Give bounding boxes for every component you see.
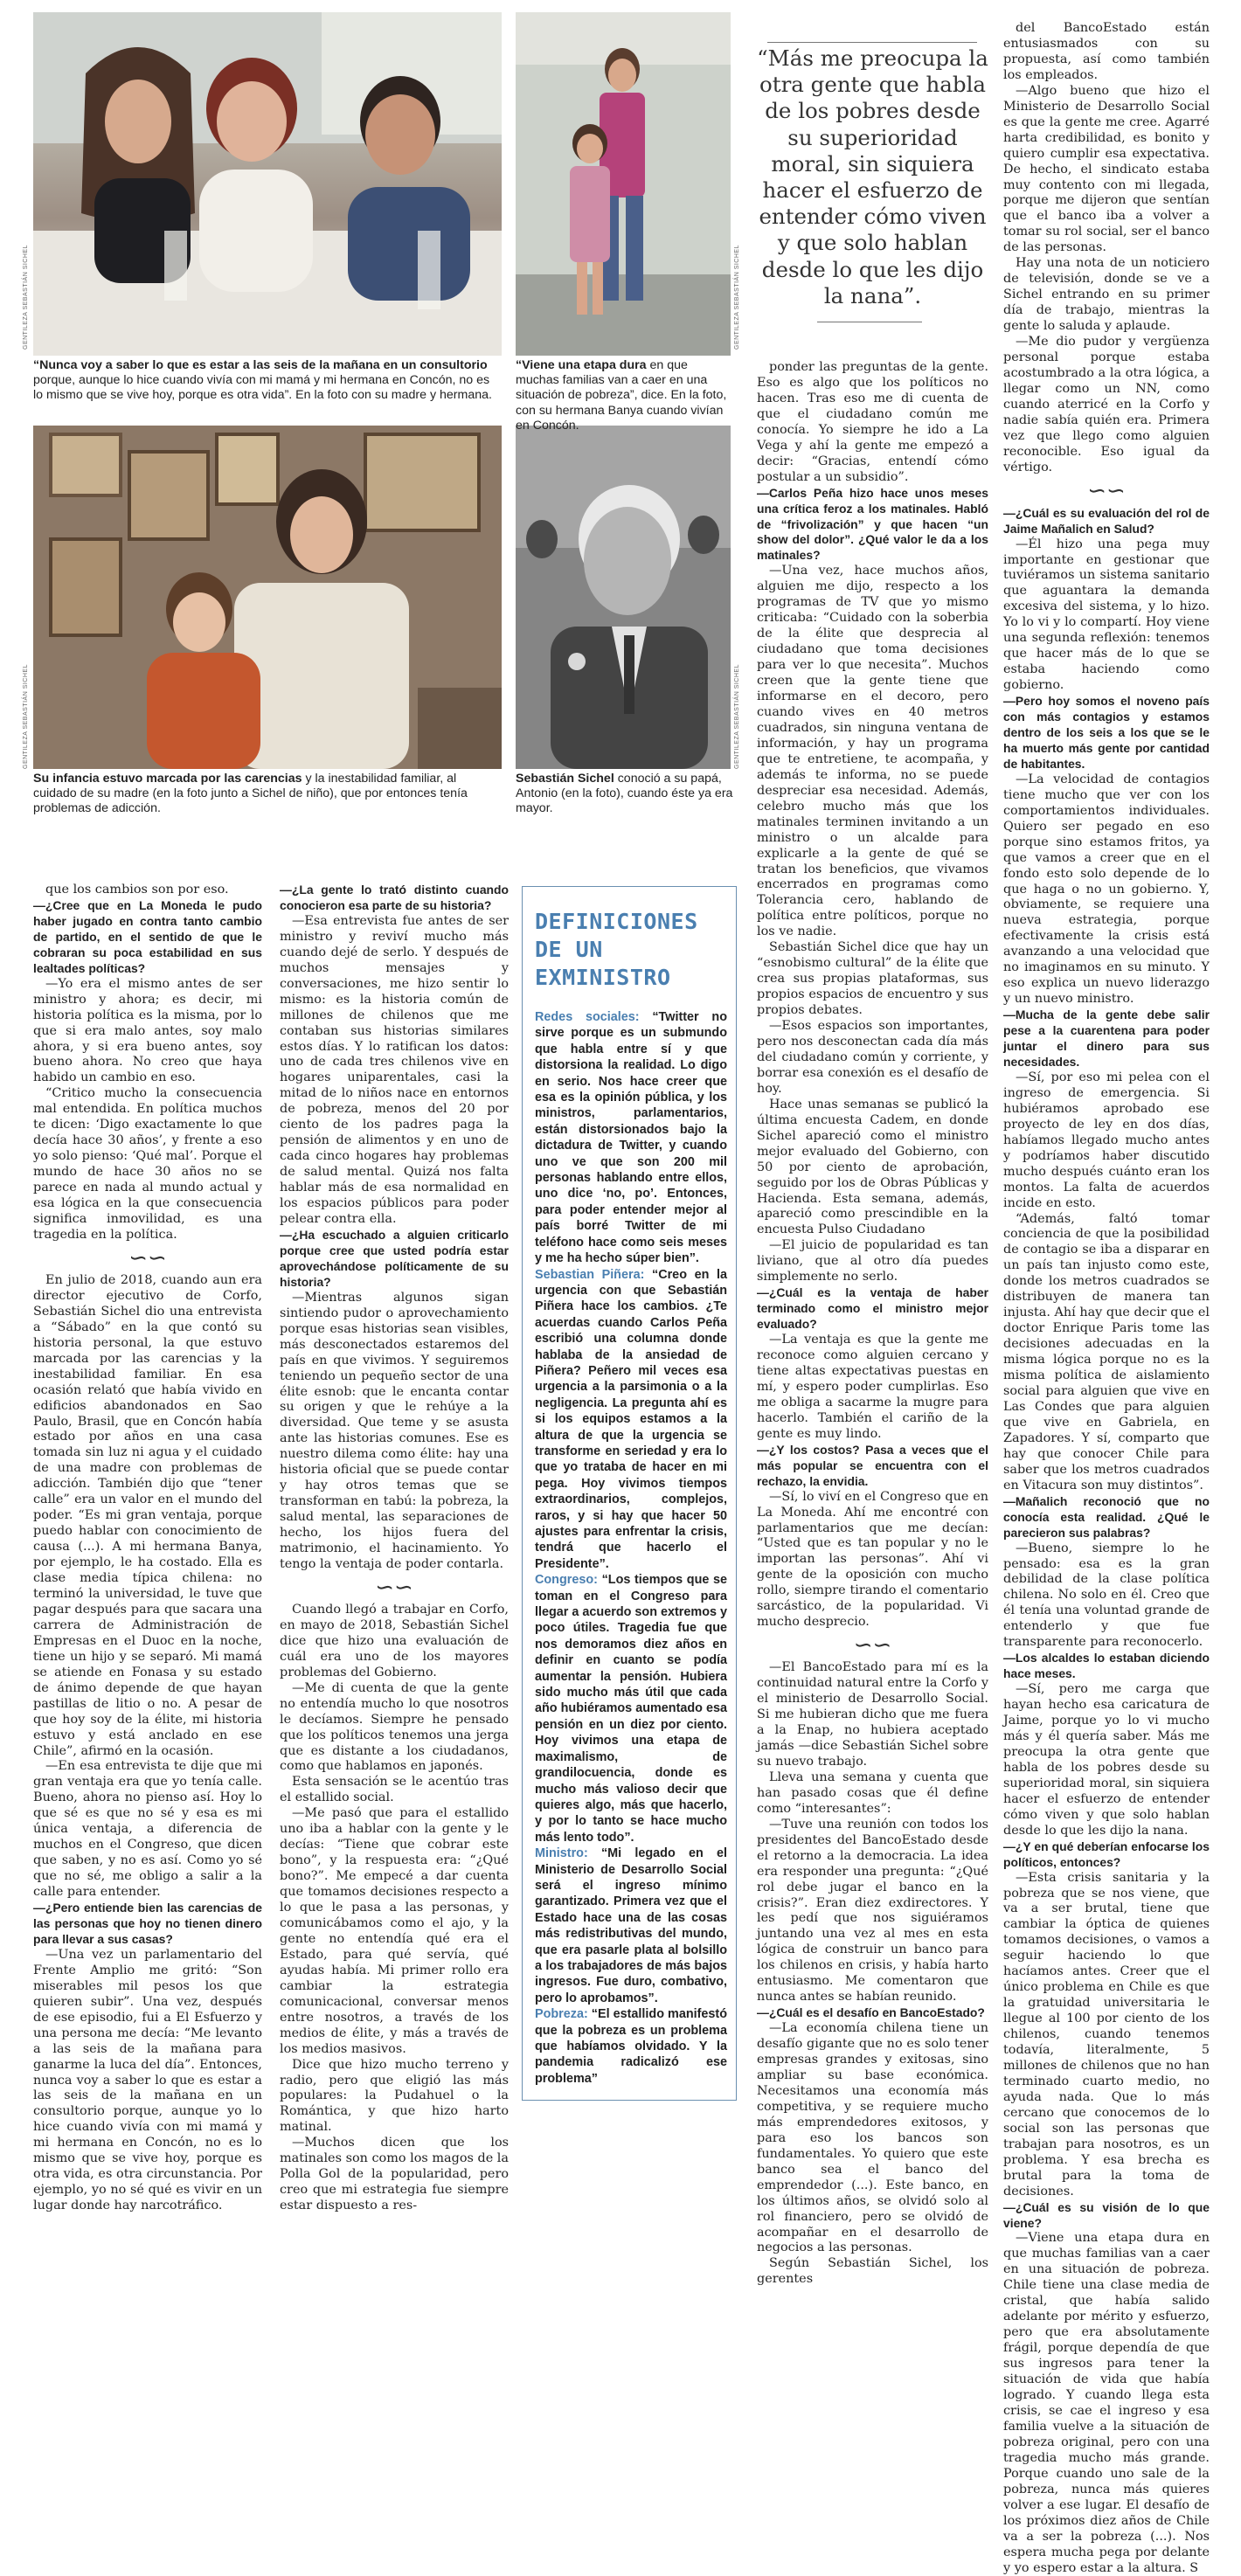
interview-question: —Mañalich reconoció que no conocía esta realidad. ¿Qué le parecieron sus palabras? (1003, 1493, 1210, 1540)
paragraph: Esta sensación se le acentúo tras el estallido social. (280, 1775, 509, 1805)
pullquote-rule-top (767, 42, 977, 43)
paragraph: —Viene una etapa dura en que muchas familias van a caer en una situación de pobreza. Chile tiene una clase media de cristal, que había salido adelante por mérito y esfuerzo, pero que era absolutamente frágil, porque dependía de que sus ingresos para tener la situación de vida que había logrado. Y cuando llega esta crisis, se cae el ingreso y esa familia vuelve a la situación de pobreza original, pero con una tragedia mucho más grande. Porque cuando uno sale de la pobreza, nunca más quieres volver a ese lugar. El desafío de los próximos diez años de Chile va a ser la pobreza (...). Nos espera mucha pega por delante y yo espero estar a la altura. S (1003, 2231, 1210, 2575)
sidebar-box (522, 886, 737, 2101)
caption-lead: “Nunca voy a saber lo que es estar a las seis de la mañana en un consultorio (33, 358, 488, 372)
photo-family-restaurant (33, 12, 502, 356)
paragraph: —Mientras algunos sigan sintiendo pudor o aprovechamiento porque esas historias sean visibles, más desconectados estaremos del país en que vivimos. Y seguiremos teniendo un pequeño sector de una élite esnob: que le encanta contar su origen y que le rehúye a la diversidad. Que teme y se asusta ante las historias comunes. Ese es nuestro dilema como élite: hay una historia oficial que se puede contar y hay otros temas que se transforman en tabú: la pobreza, la salud mental, las separaciones de hecho, los hijos fuera del matrimonio, el hacinamiento. Yo tengo la ventaja de poder contarla. (280, 1290, 509, 1571)
definition-label: Congreso: (535, 1573, 598, 1588)
photo-mother-and-child (33, 426, 502, 769)
photo-credit: GENTILEZA SEBASTIÁN SICHEL (23, 245, 29, 350)
photo-caption (33, 772, 502, 833)
paragraph: —Una vez un parlamentario del Frente Amplio me gritó: “Son miserables mil pesos los que quieren subir”. Una vez, después de ese episodio, fui a El Esfuerzo y una persona me decía: “Me levanto a las seis de la mañana para ganarme la luca del día”. Entonces, nunca voy a saber lo que es estar a las seis de la mañana en un consultorio porque, aunque yo lo hice cuando vivía con mi mamá y mi hermana en Concón, no es lo mismo que se vive hoy, porque es otra vida, es otra circunstancia. Por ejemplo, yo no sé qué es vivir en un lugar donde hay narcotráfico. (33, 1947, 262, 2213)
interview-question: —Carlos Peña hizo hace unos meses una crítica feroz a los matinales. Habló de “frivolización” y que hacen “un show del dolor”. ¿Qué valor le da a los matinales? (757, 485, 988, 563)
paragraph: —Esta crisis sanitaria y la pobreza que se nos viene, que va a ser brutal, tiene que cambiar la óptica de quienes tomamos decisiones, o vamos a seguir haciendo lo que hacíamos antes. Creer que el único problema en Chile es que la gratuidad universitaria le llegue al 100 por ciento de los chilenos, cuando tenemos todavía, literalmente, 5 millones de chilenos que no han terminado cuarto medio, no ayuda nada. Que lo más cercano que conocemos de lo social son las personas que trabajan para nosotros, es un problema. Y esa brecha es brutal para la toma de decisiones. (1003, 1870, 1210, 2199)
paragraph: —Esa entrevista fue antes de ser ministro y reviví mucho más cuando dejé de serlo. Y después de muchos mensajes y conversaciones, me hizo sentir lo mismo: es la historia común de millones de chilenos que me contaban sus historias similares estos días. Y lo ratifican los datos: uno de cada tres chilenos vive en hogares uniparentales, casi la mitad de lo niños nace en entornos de pobreza, menos del 20 por ciento de los padres paga la pensión de alimentos y en uno de cada cinco hogares hay problemas de salud mental. Quizá nos falta hablar más de esa normalidad en los espacios públicos para poder pelear contra ella. (280, 913, 509, 1227)
paragraph: Hace unas semanas se publicó la última encuesta Cadem, en donde Sichel apareció como el ministro mejor evaluado del Gobierno, con 50 por ciento de aprobación, seguido por los de Obras Públicas y Hacienda. Esta semana, además, apareció como prescindible en la encuesta Pulso Ciudadano (757, 1097, 988, 1237)
paragraph: —Me dio pudor y vergüenza personal porque estaba acostumbrado a la otra lógica, a llegar como un NN, como cuando aterricé en la Corfo y nadie sabía quién era. Primera vez que llego como alguien reconocible. Eso igual da vértigo. (1003, 335, 1210, 474)
definition-item (535, 2006, 727, 2087)
column-middle (757, 360, 988, 2287)
section-ornament: ∽∽ (375, 1574, 413, 1601)
definition-item (535, 1845, 727, 2006)
interview-question: —¿Cree que en La Moneda le pudo haber jugado en contra tanto cambio de partido, en el sentido de que le cobraran su poca estabilidad en sus lealtades políticas? (33, 897, 262, 975)
paragraph: ponder las preguntas de la gente. Eso es algo que los políticos no hacen. Tras eso me di cuenta de que el ciudadano común me conocía. Yo siempre he ido a La Vega y ahí la gente me empezó a decir: “Gracias, entendí cómo postular a un subsidio”. (757, 360, 988, 484)
interview-question: —¿Y los costos? Pasa a veces que el más popular se encuentra con el rechazo, la envidia. (757, 1442, 988, 1488)
definition-item (535, 1267, 727, 1573)
photo-caption (516, 358, 734, 433)
paragraph: “Critico mucho la consecuencia mal entendida. En política muchos te dicen: ‘Digo exactamente lo que decía hace 30 años’, y frente a eso yo solo pienso: ‘Qué mal’. Porque el mundo de hace 30 años no se parece en nada al mundo actual y esa lógica en la que consecuencia significa inmovilidad, es una tragedia en la política. (33, 1086, 262, 1242)
definition-label: Pobreza: (535, 2007, 588, 2022)
photo-credit: GENTILEZA SEBASTIÁN SICHEL (734, 664, 740, 769)
caption-lead: Su infancia estuvo marcada por las carencias (33, 772, 302, 786)
paragraph: —Él hizo una pega muy importante en gestionar que tuviéramos un sistema sanitario que aguantara la demanda excesiva del sistema, y lo hizo. Yo lo vi y lo compartí. Hoy viene una segunda reflexión: tenemos que hacer más de lo que se estaba haciendo como gobierno. (1003, 537, 1210, 693)
caption-text: conoció a su papá, Antonio (en la foto), cuando éste ya era mayor. (516, 772, 733, 816)
photo-credit: GENTILEZA SEBASTIÁN SICHEL (734, 245, 740, 350)
interview-question: —¿Cuál es la ventaja de haber terminado como el ministro mejor evaluado? (757, 1285, 988, 1332)
definition-item (535, 1572, 727, 1845)
interview-question: —¿Y en qué deberían enfocarse los políticos, entonces? (1003, 1839, 1210, 1869)
caption-lead: “Viene una etapa dura (516, 358, 647, 372)
paragraph: —El juicio de popularidad es tan liviano, que al otro día puedes simplemente no serlo. (757, 1238, 988, 1285)
interview-question: —¿La gente lo trató distinto cuando conocieron esa parte de su historia? (280, 883, 509, 912)
definition-text: “Mi legado en el Ministerio de Desarrollo Social será el ingreso mínimo garantizado. Primera vez que el Estado hace una de las cosas más redistributivas del mundo, que era pasarle plata al bolsillo a los trabajadores de más bajos ingresos. Fue duro, combativo, pero lo aprobamos”. (535, 1846, 727, 2005)
paragraph: —El BancoEstado para mí es la continuidad natural entre la Corfo y el ministerio de Desarrollo Social. Si me hubieran dicho que me fuera a la Enap, no hubiera aceptado jamás —dice Sebastián Sichel sobre su nuevo trabajo. (757, 1660, 988, 1769)
paragraph: —Me di cuenta de que la gente no entendía mucho lo que nosotros le decíamos. Siempre he pensado que los políticos tenemos una jerga que es distante a los ciudadanos, como que hablamos en japonés. (280, 1680, 509, 1774)
interview-question: —Pero hoy somos el noveno país con más contagios y estamos dentro de los seis a los que se le ha muerto más gente por cantidad de habitantes. (1003, 694, 1210, 771)
paragraph: Lleva una semana y cuenta que han pasado cosas que él define como “interesantes”: (757, 1769, 988, 1816)
interview-question: —¿Ha escuchado a alguien criticarlo porque cree que usted podría estar aprovechándose políticamente de su historia? (280, 1227, 509, 1289)
paragraph: —Sí, lo viví en el Congreso que en La Moneda. Ahí me encontré con parlamentarios que me decían: “Usted que es tan popular y no le importan las personas”. Ahí vi gente de la oposición con mucho rollo, siempre tirando el comentario sarcástico, de la popularidad. Vi mucho desprecio. (757, 1489, 988, 1630)
definition-text: “Twitter no sirve porque es un submundo que habla entre sí y que distorsiona la realidad. Lo digo en serio. Nos hace creer que esa es la opinión pública, y los ministros, parlamentarios, están distorsionados bajo la dictadura de Twitter, y cuando uno ve que son 200 mil personas hablando entre ellos, uno dice ‘no, po’. Entonces, para poder entender mejor al país borré Twitter de mi teléfono hace como seis meses y me ha hecho súper bien”. (535, 1010, 728, 1266)
column-2 (280, 883, 509, 2213)
paragraph: En julio de 2018, cuando aun era director ejecutivo de Corfo, Sebastián Sichel dio una entrevista a “Sábado” en la que contó su historia personal, la que estuvo marcada por las carencias y la inestabilidad familiar. En esa ocasión relató que había vivido en edificios abandonados en Sao Paulo, Brasil, que en Concón había estado por años en una casa tomada sin luz ni agua y el cuidado de una madre con problemas de adicción. También dijo que “tener calle” era un valor en el mundo del poder. “Es mi gran ventaja, porque puedo hablar con conocimiento de causa (...). A mi hermana Banya, por ejemplo, le ha costado. Ella es clase media típica chilena: no terminó la universidad, le tuve que pagar después para que sacara una carrera de Administración de Empresas en el Duoc en la noche, tiene un hijo y se separó. Mi mamá se atiende en Fonasa y su estado de ánimo depende de que hayan pastillas de litio o no. A pesar de que hoy soy de la élite, mi historia estuvo y está anclado en ese Chile”, afirmó en la ocasión. (33, 1272, 262, 1758)
box-title: DEFINICIONES DE UN EXMINISTRO (535, 909, 698, 990)
column-1 (33, 883, 262, 2213)
paragraph: —Yo era el mismo antes de ser ministro y ahora; es decir, mi historia política es la misma, por lo que si era malo antes, soy malo ahora, y si era bueno antes, soy bueno ahora. No creo que haya habido un cambio en eso. (33, 976, 262, 1085)
definition-text: “Creo en la urgencia con que Sebastián Piñera hace los cambios. ¿Te acuerdas cuando Carlos Peña escribió una columna donde hablaba de la ansiedad de Piñera? Peñero mil veces esa urgencia a la parsimonia o a la negligencia. La pregunta ahí es si los equipos estamos a la altura de que la urgencia se transforme en seriedad y era lo que yo trataba de hacer en mi pega. Hoy vivimos tiempos extraordinarios, complejos, raros, y si hay que hacer 50 ajustes para enfrentar la crisis, tendrá que hacerlo el Presidente”. (535, 1267, 727, 1571)
definition-label: Redes sociales: (535, 1010, 640, 1024)
caption-text: en que muchas familias van a caer en una situación de pobreza”, dice. En la foto, con su hermana Banya cuando vivían en Concón. (516, 358, 727, 433)
box-body (535, 1009, 727, 2087)
photo-caption (516, 772, 734, 833)
paragraph: —Sí, por eso mi pelea con el ingreso de emergencia. Si hubiéramos aprobado ese proyecto de ley en dos días, habíamos llegado mucho antes y podríamos haber discutido mucho después cuánto eran los montos. La falta de acuerdos incide en esto. (1003, 1070, 1210, 1210)
paragraph: —Una vez, hace muchos años, alguien me dijo, respecto a los programas de TV que yo mismo criticaba: “Cuidado con la soberbia de la élite que desprecia al ciudadano que toma decisiones para ver lo que necesita”. Muchos creen que la gente tiene que informarse en el decoro, pero cuando vives en 40 metros cuadrados, sin ninguna ventana de información, y hay un programa que te entretiene, te acompaña, y además te informa, no se puede despreciar esa necesidad. Además, celebro mucho más que los matinales terminen invitando a un ministro o un alcalde para explicarle a la gente de qué se tratan los beneficios, que vivamos encerrados en programas como Tolerancia cero, hablando de política entre políticos, porque no los ve nadie. (757, 564, 988, 939)
paragraph: Hay una nota de un noticiero de televisión, donde se ve a Sichel entrando en su primer día de trabajo, mientras la gente lo saluda y aplaude. (1003, 256, 1210, 334)
interview-question: —Los alcaldes lo estaban diciendo hace meses. (1003, 1651, 1210, 1681)
pull-quote: “Más me preocupa la otra gente que habla de los pobres desde su superioridad moral, sin siquiera hacer el esfuerzo de entender cómo viven y que solo hablan desde lo que les dijo la nana”. (757, 45, 988, 308)
paragraph: —Me pasó que para el estallido uno iba a hablar con la gente y le decías: “Tiene que cobrar este bono”, y la respuesta era: “¿Qué bono?”. Me empecé a dar cuenta que tomamos decisiones respecto a lo que le pasa a las personas, y comunicábamos como el ajo, y la gente no entendía qué era el Estado, para qué servía, qué ayudas había. Mi primer rollo era cambiar la estrategia comunicacional, conversar menos entre nosotros, a través de los medios de élite, y más a través de los medios masivos. (280, 1806, 509, 2056)
paragraph: —La economía chilena tiene un desafío gigante que no es solo tener empresas grandes y exitosas, sino ampliar su base económica. Necesitamos una economía más competitiva, y se requiere mucho más emprendedores exitosos, y para eso los bancos son fundamentales. Yo quiero que este banco sea el banco del emprendedor (...). Este banco, en los últimos años, se olvidó solo al rol financiero, pero se olvidó de acompañar en el desarrollo de negocios a las personas. (757, 2021, 988, 2255)
paragraph: que los cambios son por eso. (45, 883, 229, 897)
paragraph: —Esos espacios son importantes, pero nos desconectan cada día más del ciudadano común y corriente, y borrar esa conexión es el desafío de hoy. (757, 1019, 988, 1096)
photo-father-portrait (516, 426, 731, 769)
paragraph: Sebastián Sichel dice que hay un “esnobismo cultural” de la élite que crea sus propias plataformas, sus propios espacios de encuentro y sus propios debates. (757, 940, 988, 1018)
interview-question: —¿Cuál es el desafío en BancoEstado? (757, 2005, 985, 2020)
photo-siblings-childhood (516, 12, 731, 356)
section-ornament: ∽∽ (853, 1632, 892, 1659)
photo-credit: GENTILEZA SEBASTIÁN SICHEL (23, 664, 29, 769)
paragraph: “Además, faltó tomar conciencia de que la posibilidad de contagio se iba a disparar en un país tan injusto como este, donde los metros cuadrados se distribuyen de manera tan injusta. Ahí hay que decir que el doctor Enrique Paris tome las decisiones adecuadas en la misma lógica porque no es la misma política de aislamiento social para alguien que vive en Las Condes que para alguien que vive en Gabriela, en Zapadores. Y sí, comparto que hay que conocer Chile para saber que los metros cuadrados en Vitacura son muy distintos”. (1003, 1211, 1210, 1492)
paragraph: —Bueno, siempre lo he pensado: esa es la gran debilidad de la clase política chilena. No solo en él. Creo que él tenía una voluntad grande de entenderlo y que fue transparente para reconocerlo. (1003, 1541, 1210, 1650)
interview-question: —¿Cuál es su evaluación del rol de Jaime Mañalich en Salud? (1003, 505, 1210, 536)
definition-label: Sebastian Piñera: (535, 1267, 645, 1282)
caption-text: porque, aunque lo hice cuando vivía con mi mamá y mi hermana en Concón, no es lo mismo que se vive hoy, porque es otra vida”. En la foto con su madre y hermana. (33, 373, 492, 403)
paragraph: Según Sebastián Sichel, los gerentes (757, 2256, 988, 2287)
paragraph: del BancoEstado están entusiasmados con su propuesta, así como también los empleados. (1003, 21, 1210, 82)
paragraph: —Algo bueno que hizo el Ministerio de Desarrollo Social es que la gente me cree. Agarré harta credibilidad, es bonito y quiero cumplir esa expectativa. De hecho, el sindicato estaba muy contento con mi llegada, porque me dijeron que sentían que el banco iba a volver a tomar su rol social, ser el banco de las personas. (1003, 83, 1210, 255)
paragraph: Cuando llegó a trabajar en Corfo, en mayo de 2018, Sebastián Sichel dice que hizo una evaluación de cuál era uno de los mayores problemas del Gobierno. (280, 1602, 509, 1679)
photo-caption (33, 358, 502, 419)
section-ornament: ∽∽ (128, 1244, 167, 1271)
paragraph: —Muchos dicen que los matinales son como los magos de la Polla Gol de la popularidad, pero creo que mi estrategia fue siempre estar dispuesto a res- (280, 2136, 509, 2213)
definition-item (535, 1009, 727, 1267)
paragraph: —La ventaja es que la gente me reconoce como alguien cercano y tiene altas expectativas puestas en mí, y espero poder cumplirlas. Eso me obliga a sacarme la mugre para hacerlo. También el cariño de la gente es muy lindo. (757, 1333, 988, 1441)
caption-text: y la inestabilidad familiar, al cuidado de su madre (en la foto junto a Sichel de niño), que por entonces tenía problemas de adicción. (33, 772, 468, 816)
interview-question: —Mucha de la gente debe salir pese a la cuarentena para poder juntar el dinero para sus necesidades. (1003, 1008, 1210, 1069)
definition-text: “Los tiempos que se toman en el Congreso para llegar a acuerdo son extremos y poco útiles. Tragedia fue que nos demoramos diez años en definir en cuanto se podía aumentar la pensión. Hubiera sido mucho más útil que cada año hubiéramos aumentado esa pensión en un diez por ciento. Hoy vivimos una etapa de maximalismo, de grandilocuencia, donde es mucho más valioso decir que quieres algo, más que hacerlo, y por lo tanto se hace mucho más lento todo”. (535, 1573, 727, 1845)
interview-question: —¿Cuál es su visión de lo que viene? (1003, 2199, 1210, 2230)
paragraph: —En esa entrevista te dije que mi gran ventaja era que yo tenía calle. Bueno, ahora no pienso así. Hoy lo que sé es que no sé y esa es mi única ventaja, a diferencia de muchos en el Congreso, que dicen que saben, y no es así. Como yo sé que no sé, me obligo a salir a la calle para entender. (33, 1759, 262, 1900)
paragraph: —Sí, pero me carga que hayan hecho esa caricatura de Jaime, porque yo lo vi mucho más y él quería saber. Más me preocupa la otra gente que habla de los pobres desde su superioridad moral, sin siquiera hacer el esfuerzo de entender cómo viven y que solo hablan desde lo que les dijo la nana. (1003, 1682, 1210, 1838)
paragraph: —Tuve una reunión con todos los presidentes del BancoEstado desde el retorno a la democracia. La idea era responder una pregunta: “¿Qué rol debe jugar el banco en la crisis?”. Eran diez exdirectores. Y les pedí que nos siguiéramos juntando una vez al mes en esta lógica de construir un banco para los chilenos en crisis, y había harto entusiasmo. Me comentaron que nunca antes se habían reunido. (757, 1817, 988, 2005)
column-top-right (1003, 21, 1210, 2575)
caption-lead: Sebastián Sichel (516, 772, 614, 786)
definition-text: “El estallido manifestó que la pobreza es un problema que habíamos olvidado. Y la pandemia radicalizó ese problema” (535, 2007, 727, 2086)
definition-label: Ministro: (535, 1846, 588, 1861)
paragraph: Dice que hizo mucho terreno y radio, pero que eligió las más populares: la Pudahuel o la Romántica, y que hizo harto matinal. (280, 2057, 509, 2135)
section-ornament: ∽∽ (1087, 477, 1126, 504)
paragraph: —La velocidad de contagios tiene mucho que ver con los comportamientos individuales. Quiero ser pegado en eso porque sino estamos fritos, ya que vamos a creer que en el fondo esto solo depende de lo que haga o no un gobierno. Y, obviamente, se requiere una nueva estrategia, porque efectivamente la crisis está avanzando a una velocidad que no imaginamos en su minuto. Y eso explica un nuevo liderazgo y un nuevo ministro. (1003, 772, 1210, 1007)
interview-question: —¿Pero entiende bien las carencias de las personas que hoy no tienen dinero para llevar a sus casas? (33, 1901, 262, 1946)
